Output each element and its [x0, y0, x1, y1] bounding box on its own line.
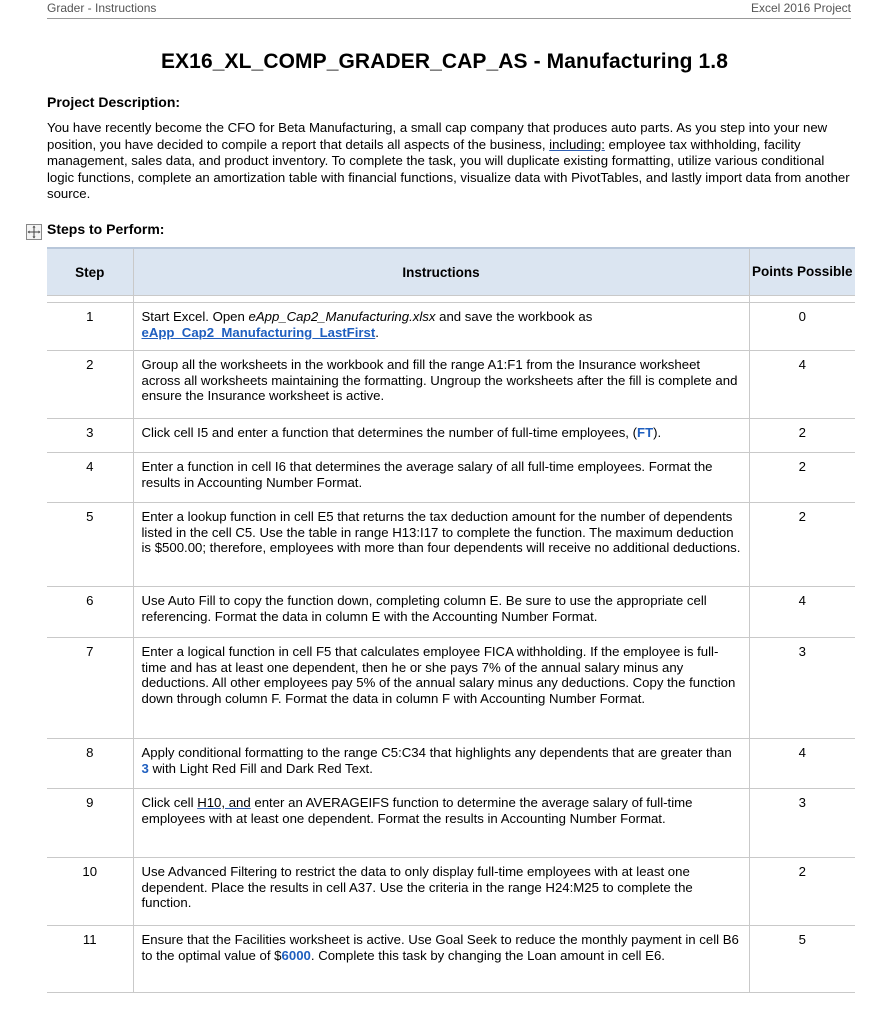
step-instructions	[133, 789, 749, 858]
steps-table	[47, 247, 855, 993]
step-instructions: Use Auto Fill to copy the function down, completing column E. Be sure to use the appropriate cell referencing. Format the data in column E with the Accounting Number Format.	[133, 587, 749, 638]
table-row	[47, 789, 855, 858]
table-row	[47, 858, 855, 926]
save-file-name: eApp_Cap2_Manufacturing_LastFirst	[141, 324, 376, 340]
step-points: 3	[749, 789, 855, 858]
step-instructions: Enter a lookup function in cell E5 that returns the tax deduction amount for the number of dependents listed in the cell C5. Use the table in range H13:I17 to complete the function. The maximum deduction is $500.00; therefore, employees with more than four dependents will receive no additional deductions.	[133, 503, 749, 587]
document-title: EX16_XL_COMP_GRADER_CAP_AS - Manufacturing 1.8	[160, 50, 729, 73]
step-points: 2	[749, 419, 855, 453]
step-points: 2	[749, 858, 855, 926]
step-number: 7	[47, 638, 133, 739]
step-number: 4	[47, 453, 133, 503]
table-header-row	[47, 248, 855, 296]
step-points: 4	[749, 739, 855, 789]
text-segment: Ensure that the Facilities worksheet is active. Use Goal Seek to reduce the monthly payment in cell B6 to the optimal value of $	[141, 932, 739, 963]
step-points: 4	[749, 587, 855, 638]
step-points: 2	[749, 503, 855, 587]
text-segment: . Complete this task by changing the Loan amount in cell E6.	[310, 947, 665, 963]
table-row	[47, 503, 855, 587]
text-segment: enter an AVERAGEIFS function to determine the average salary of full-time employees with at least one dependent. Format the results in Accounting Number Format.	[141, 795, 693, 826]
table-row	[47, 453, 855, 503]
step-number: 11	[47, 926, 133, 993]
text-segment: Start Excel. Open	[141, 309, 249, 324]
step-instructions: Group all the worksheets in the workbook and fill the range A1:F1 from the Insurance worksheet across all worksheets maintaining the formatting. Ungroup the worksheets after the fill is complete and ensure the Insurance worksheet is active.	[133, 351, 749, 419]
table-row	[47, 419, 855, 453]
step-instructions: Enter a logical function in cell F5 that calculates employee FICA withholding. If the employee is full-time and has at least one dependent, then he or she pays 7% of the annual salary minus any deductions. All other employees pay 5% of the annual salary minus any deductions. Copy the function down through column F. Format the data in column F with Accounting Number Format.	[133, 638, 749, 739]
step-instructions: Use Advanced Filtering to restrict the data to only display full-time employees with at least one dependent. Place the results in cell A37. Use the criteria in the range H24:M25 to complete the function.	[133, 858, 749, 926]
table-row	[47, 587, 855, 638]
table-row	[47, 638, 855, 739]
text-segment: .	[375, 324, 379, 340]
project-description-text	[47, 120, 855, 203]
header-points: Points Possible	[749, 248, 855, 296]
text-segment: Apply conditional formatting to the range C5:C34 that highlights any dependents that are greater than	[141, 745, 732, 760]
desc-part-2: employee tax withholding, facility management, sales data, and product inventory. To complete the task, you will duplicate existing formatting, utilize various conditional logic functions, complete an amortization table with financial functions, visualize data with PivotTables, and lastly import data from another source.	[47, 136, 850, 201]
step-points: 4	[749, 351, 855, 419]
step-instructions	[133, 739, 749, 789]
project-description-heading: Project Description:	[47, 94, 181, 110]
desc-part-1: You have recently become the CFO for Beta Manufacturing, a small cap company that produces auto parts. As you step into your new position, you have decided to compile a report that details all aspects of the business,	[47, 120, 828, 152]
step-number: 10	[47, 858, 133, 926]
step-number: 3	[47, 419, 133, 453]
highlight-value: 3	[141, 760, 149, 776]
step-number: 1	[47, 303, 133, 351]
header-instructions: Instructions	[133, 248, 749, 296]
table-row	[47, 351, 855, 419]
highlight-value: FT	[637, 425, 654, 440]
header-left-text: Grader - Instructions	[47, 1, 157, 15]
step-instructions	[133, 419, 749, 453]
step-instructions	[133, 926, 749, 993]
text-segment: Click cell I5 and enter a function that determines the number of full-time employees, (	[141, 425, 638, 440]
page-header	[47, 0, 851, 19]
text-segment: Click cell	[141, 795, 198, 810]
desc-underlined: including:	[549, 136, 605, 152]
text-segment: with Light Red Fill and Dark Red Text.	[148, 760, 373, 776]
highlight-value: 6000	[281, 947, 311, 963]
step-number: 9	[47, 789, 133, 858]
text-segment: and save the workbook as	[435, 309, 593, 324]
step-number: 2	[47, 351, 133, 419]
text-segment: ).	[653, 425, 662, 440]
spacer-row	[47, 296, 855, 303]
step-number: 5	[47, 503, 133, 587]
header-step: Step	[47, 248, 133, 296]
step-number: 6	[47, 587, 133, 638]
step-points: 3	[749, 638, 855, 739]
header-right-text: Excel 2016 Project	[750, 1, 851, 15]
table-row	[47, 739, 855, 789]
step-number: 8	[47, 739, 133, 789]
table-row	[47, 926, 855, 993]
step-instructions: Enter a function in cell I6 that determines the average salary of all full-time employees. Format the results in Accounting Number Format.	[133, 453, 749, 503]
underlined-segment: H10, and	[197, 795, 251, 810]
step-points: 2	[749, 453, 855, 503]
step-instructions	[133, 303, 749, 351]
steps-heading: Steps to Perform:	[47, 221, 165, 237]
step-points: 0	[749, 303, 855, 351]
file-name: eApp_Cap2_Manufacturing.xlsx	[248, 309, 436, 324]
step-points: 5	[749, 926, 855, 993]
table-row	[47, 303, 855, 351]
table-move-handle-icon[interactable]	[26, 224, 42, 240]
